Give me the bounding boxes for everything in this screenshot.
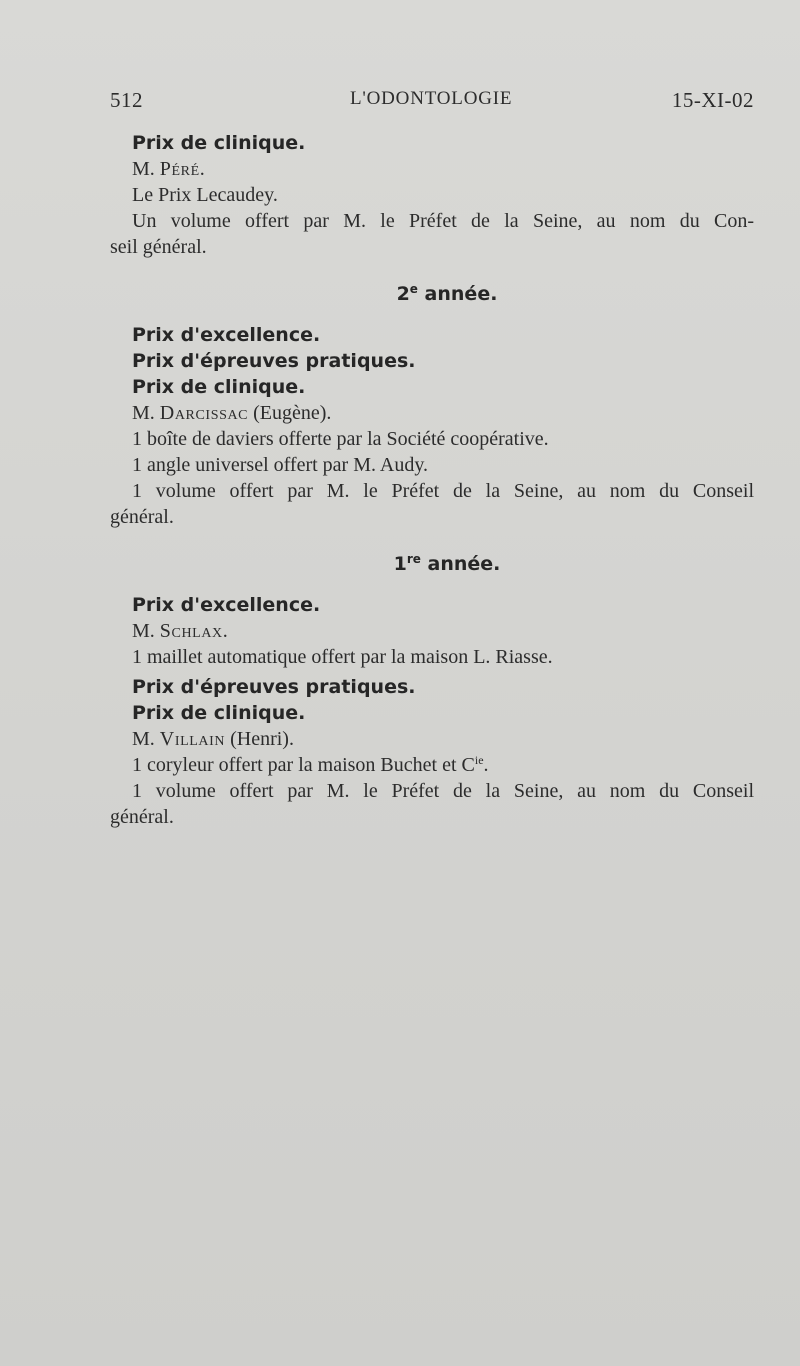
prize-heading: Prix de clinique. [132,376,306,398]
gift-line: 1 volume offert par M. le Préfet de la Seine, au nom du Conseil [132,780,754,802]
page-number: 512 [110,88,143,112]
winner-prefix: M. [132,158,160,180]
winner-line [110,156,754,182]
winner-line [110,400,754,426]
prize-heading: Prix de clinique. [132,702,306,724]
gift-line: 1 boîte de daviers offerte par la Société coopérative. [132,428,549,450]
prize-heading: Prix d'épreuves pratiques. [132,676,416,698]
gift-superscript: ie [474,753,484,767]
prize-heading: Prix d'épreuves pratiques. [132,350,416,372]
gift-text: 1 coryleur offert par la maison Buchet et C [132,754,475,776]
prize-list [110,130,754,830]
heading-number: 2 [396,283,410,305]
winner-name: Villain [159,728,226,750]
page-header [110,88,754,118]
heading-superscript: re [406,552,421,566]
winner-name: Darcissac [159,402,249,424]
running-title: L'ODONTOLOGIE [350,88,513,109]
winner-line [110,618,754,644]
heading-number: 1 [393,553,407,575]
winner-line [110,726,754,752]
prize-heading: Prix d'excellence. [132,324,321,346]
gift-end: . [483,754,489,776]
section-heading-first-year [110,544,754,584]
winner-prefix: M. [132,620,160,642]
gift-line-continued: général. [110,506,174,528]
gift-line-continued: seil général. [110,236,207,258]
winner-given-name: (Henri). [225,728,294,750]
heading-word: année. [420,553,501,575]
gift-line: 1 maillet automatique offert par la maison L. Riasse. [132,646,553,668]
heading-word: année. [417,283,498,305]
winner-prefix: M. [132,402,160,424]
winner-name: Schlax. [159,620,229,642]
issue-date: 15-XI-02 [671,88,754,112]
gift-line: 1 angle universel offert par M. Audy. [132,454,429,476]
gift-line-continued: général. [110,806,174,828]
prize-heading: Prix d'excellence. [132,594,321,616]
winner-name: Péré. [159,158,206,180]
section-heading-second-year [110,274,754,314]
named-prize: Le Prix Lecaudey. [132,184,278,206]
gift-line [110,752,754,778]
winner-given-name: (Eugène). [248,402,332,424]
heading-superscript: e [409,282,418,296]
winner-prefix: M. [132,728,160,750]
gift-line: Un volume offert par M. le Préfet de la Seine, au nom du Con- [132,210,754,232]
gift-line: 1 volume offert par M. le Préfet de la Seine, au nom du Conseil [132,480,754,502]
prize-heading: Prix de clinique. [132,132,306,154]
